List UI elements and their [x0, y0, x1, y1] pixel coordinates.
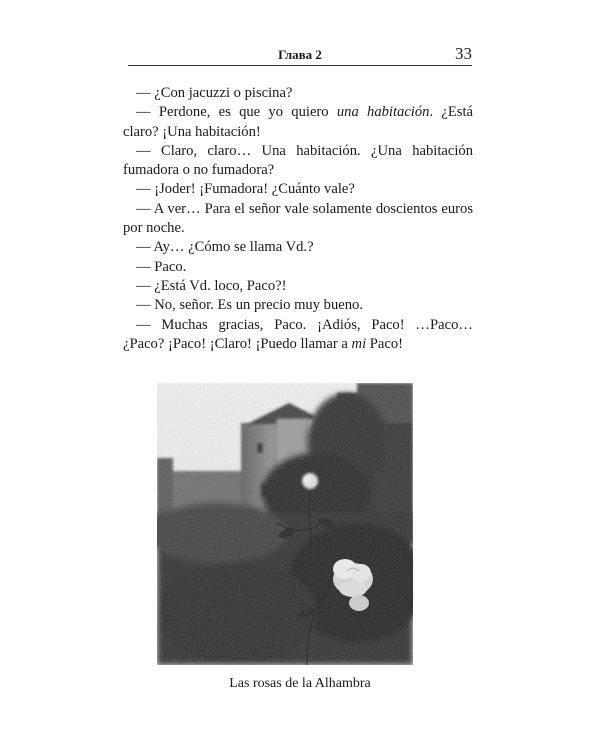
dialogue-paragraph — [123, 258, 473, 277]
text-run: — ¿Está Vd. loco, Paco?! — [136, 277, 287, 294]
text-run: . ¿Está claro? ¡Una habitación! — [123, 104, 474, 140]
alhambra-rose-photo — [157, 383, 413, 665]
dialogue-paragraph — [123, 103, 473, 142]
dialogue-paragraph — [123, 296, 473, 315]
header-rule — [128, 65, 472, 66]
text-run: — A ver… Para el señor vale solamente doscientos euros por noche. — [123, 200, 473, 237]
text-run: — Paco. — [136, 258, 187, 275]
chapter-title: Глава 2 — [278, 47, 322, 62]
body-text — [123, 84, 473, 354]
dialogue-paragraph — [123, 277, 473, 296]
text-run: — ¡Joder! ¡Fumadora! ¿Cuánto vale? — [136, 181, 355, 198]
dialogue-paragraph — [123, 316, 473, 355]
dialogue-paragraph — [123, 180, 473, 199]
text-run: Paco! — [366, 335, 404, 352]
dialogue-paragraph — [123, 142, 473, 181]
emphasis-text: mi — [351, 335, 367, 352]
text-run: — ¿Con jacuzzi o piscina? — [136, 85, 293, 101]
text-run: — Muchas gracias, Paco. ¡Adiós, Paco! …Paco… ¿Paco? ¡Paco! ¡Claro! ¡Puedo llamar a — [123, 316, 473, 352]
running-header — [128, 44, 472, 66]
figure-caption: Las rosas de la Alhambra — [229, 676, 371, 691]
page-number: 33 — [455, 44, 472, 63]
text-run: — Ay… ¿Cómo se llama Vd.? — [136, 239, 314, 256]
text-run: — Perdone, es que yo quiero — [136, 104, 337, 121]
text-run: — Claro, claro… Una habitación. ¿Una habitación fumadora o no fumadora? — [123, 142, 473, 179]
dialogue-paragraph — [123, 84, 473, 103]
dialogue-paragraph — [123, 238, 473, 257]
dialogue-paragraph — [123, 200, 473, 239]
emphasis-text: una habitación — [336, 104, 430, 121]
text-run: — No, señor. Es un precio muy bueno. — [136, 297, 363, 314]
